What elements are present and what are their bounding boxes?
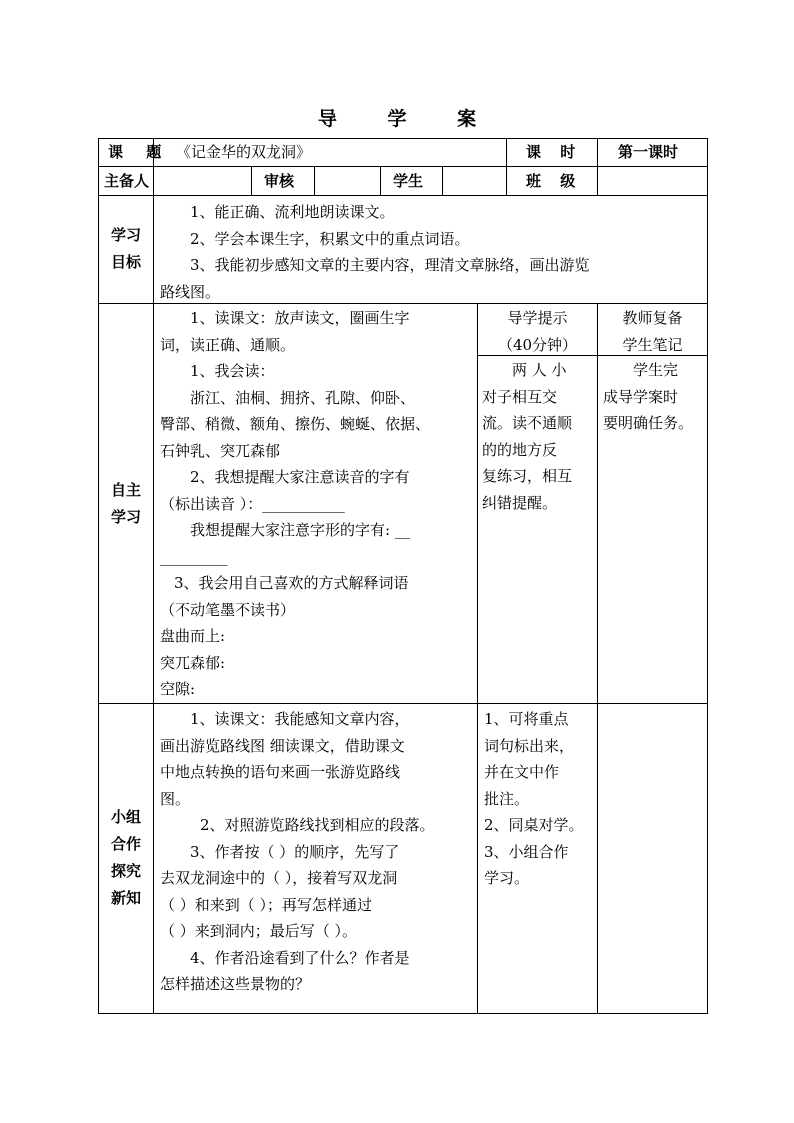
group-line: （ ）来到洞内；最后写（ ）。: [160, 922, 358, 940]
study-line: 臀部、稍微、额角、擦伤、蜿蜒、依据、: [160, 415, 431, 433]
col-rule: [251, 166, 252, 196]
study-line: 2、我想提醒大家注意读音的字有: [190, 468, 410, 486]
hint-line: 1、可将重点: [484, 710, 569, 728]
notes-header: 教师复备 学生笔记: [622, 309, 683, 354]
study-line: 我想提醒大家注意字形的字有: __: [190, 521, 410, 539]
col-rule: [380, 166, 381, 196]
study-line: 词，读正确、通顺。: [160, 335, 296, 354]
objectives-label: 学习 目标: [110, 226, 141, 271]
study-line: 突兀森郁:: [160, 653, 226, 672]
study-line: 3、我会用自己喜欢的方式解释词语: [174, 574, 409, 592]
preparer-label: 主备人: [104, 172, 150, 190]
hint-line: 对子相互交: [482, 387, 558, 406]
self-study-text: [160, 305, 430, 703]
study-line: 空隙:: [160, 680, 196, 698]
note-line: 要明确任务。: [603, 414, 694, 432]
group-line: 1、读课文：我能感知文章内容，: [190, 710, 410, 728]
objective-line: 路线图。: [160, 282, 221, 301]
topic-value: 《记金华的双龙洞》: [176, 143, 312, 161]
group-line: 4、作者沿途看到了什么？作者是: [190, 948, 410, 967]
hint-line: 并在文中作: [484, 763, 560, 781]
col-rule: [506, 138, 507, 196]
col-rule: [597, 303, 598, 1014]
row-rule: [98, 166, 708, 167]
col-rule: [597, 138, 598, 196]
col-rule: [707, 138, 708, 1014]
study-line: 盘曲而上:: [160, 627, 226, 645]
group-study-label: 小组 合作 探究 新知: [110, 808, 141, 907]
row-rule: [98, 703, 708, 704]
period-value: 第一课时: [618, 143, 679, 161]
objective-line: 1、能正确、流利地朗读课文。: [190, 203, 395, 221]
hint-line: 词句标出来，: [484, 736, 575, 755]
topic-label: 课 题: [108, 143, 162, 161]
hint-line: 2、同桌对学。: [484, 816, 584, 834]
col-rule: [153, 138, 154, 1014]
group-study-text: [160, 706, 435, 998]
row-rule: [98, 195, 708, 196]
hint-line: 复练习，相互: [482, 467, 573, 485]
group-study-hints: [484, 706, 584, 892]
col-rule: [314, 166, 315, 196]
hint-header: 导学提示 （40分钟）: [497, 309, 578, 354]
self-study-hints: [482, 357, 572, 516]
objective-line: 3、我能初步感知文章的主要内容，理清文章脉络，画出游览: [190, 256, 590, 274]
page-title: 导 学 案: [317, 108, 499, 130]
hint-line: 纠错提醒。: [482, 493, 558, 512]
study-line: 石钟乳、突兀森郁: [160, 441, 281, 460]
study-line: （标出读音 ）：___________: [160, 494, 345, 513]
note-line: 学生完: [633, 361, 679, 379]
student-label: 学生: [393, 172, 424, 190]
group-line: 3、作者按（ ）的顺序，先写了: [190, 842, 400, 861]
self-study-label: 自主 学习: [110, 481, 141, 526]
col-rule: [477, 303, 478, 1014]
objective-line: 2、学会本课生字，积累文中的重点词语。: [190, 229, 470, 248]
study-line: _________: [160, 547, 228, 566]
group-line: 画出游览路线图 细读课文，借助课文: [160, 736, 405, 755]
study-line: 1、读课文：放声读文，圈画生字: [190, 309, 410, 327]
hint-line: 学习。: [484, 869, 530, 887]
hint-line: 两 人 小: [512, 361, 567, 379]
class-label: 班 级: [526, 172, 576, 190]
group-line: 2、对照游览路线找到相应的段落。: [200, 816, 435, 834]
group-line: 中地点转换的语句来画一张游览路线: [160, 763, 401, 781]
group-line: 图。: [160, 789, 191, 808]
group-line: 去双龙洞途中的（ ），接着写双龙洞: [160, 869, 398, 887]
group-line: 怎样描述这些景物的？: [160, 975, 311, 993]
study-line: （不动笔墨不读书）: [160, 600, 296, 619]
objectives-text: [160, 199, 590, 305]
row-rule: [98, 1013, 708, 1014]
hint-line: 的的地方反: [482, 440, 558, 459]
study-line: 1、我会读：: [190, 362, 275, 380]
hint-line: 3、小组合作: [484, 842, 569, 861]
self-study-notes: [603, 357, 693, 437]
hint-line: 批注。: [484, 789, 530, 808]
period-label: 课 时: [526, 143, 576, 161]
study-line: 浙江、油桐、拥挤、孔隙、仰卧、: [190, 388, 416, 407]
group-line: （ ）和来到（ ）；再写怎样通过: [160, 895, 373, 914]
hint-line: 流。读不通顺: [482, 414, 573, 432]
review-label: 审核: [264, 172, 295, 190]
note-line: 成导学案时: [603, 387, 679, 406]
col-rule: [442, 166, 443, 196]
